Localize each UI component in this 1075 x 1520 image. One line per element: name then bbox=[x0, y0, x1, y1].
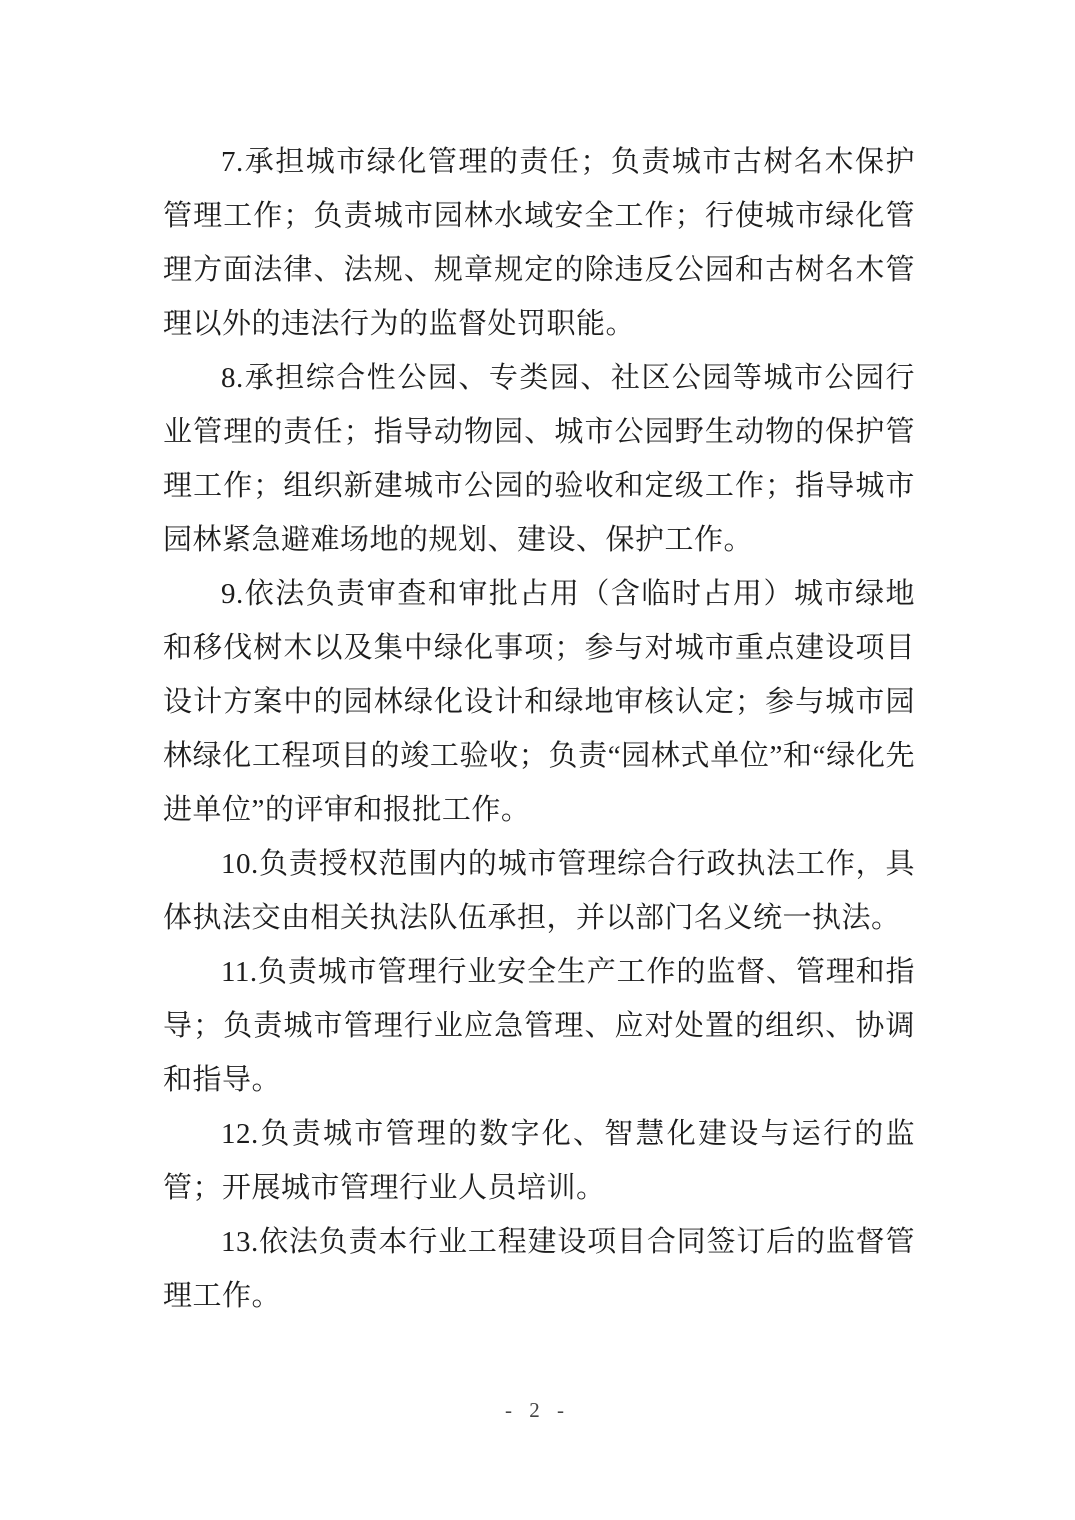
paragraph-item-9: 9.依法负责审查和审批占用（含临时占用）城市绿地和移伐树木以及集中绿化事项；参与对城市重点建设项目设计方案中的园林绿化设计和绿地审核认定；参与城市园林绿化工程项目的竣工验收；负责“园林式单位”和“绿化先进单位”的评审和报批工作。 bbox=[163, 578, 915, 826]
paragraph-item-10: 10.负责授权范围内的城市管理综合行政执法工作，具体执法交由相关执法队伍承担，并以部门名义统一执法。 bbox=[163, 848, 915, 934]
paragraph-item-11: 11.负责城市管理行业安全生产工作的监督、管理和指导；负责城市管理行业应急管理、应对处置的组织、协调和指导。 bbox=[163, 956, 915, 1096]
page-number: - 2 - bbox=[505, 1398, 570, 1422]
paragraph-item-8: 8.承担综合性公园、专类园、社区公园等城市公园行业管理的责任；指导动物园、城市公园野生动物的保护管理工作；组织新建城市公园的验收和定级工作；指导城市园林紧急避难场地的规划、建设、保护工作。 bbox=[163, 362, 915, 556]
paragraph-item-7: 7.承担城市绿化管理的责任；负责城市古树名木保护管理工作；负责城市园林水域安全工作；行使城市绿化管理方面法律、法规、规章规定的除违反公园和古树名木管理以外的违法行为的监督处罚职能。 bbox=[163, 146, 915, 340]
paragraph-item-12: 12.负责城市管理的数字化、智慧化建设与运行的监管；开展城市管理行业人员培训。 bbox=[163, 1118, 915, 1204]
paragraph-item-13: 13.依法负责本行业工程建设项目合同签订后的监督管理工作。 bbox=[163, 1226, 915, 1312]
document-body bbox=[163, 135, 915, 1323]
